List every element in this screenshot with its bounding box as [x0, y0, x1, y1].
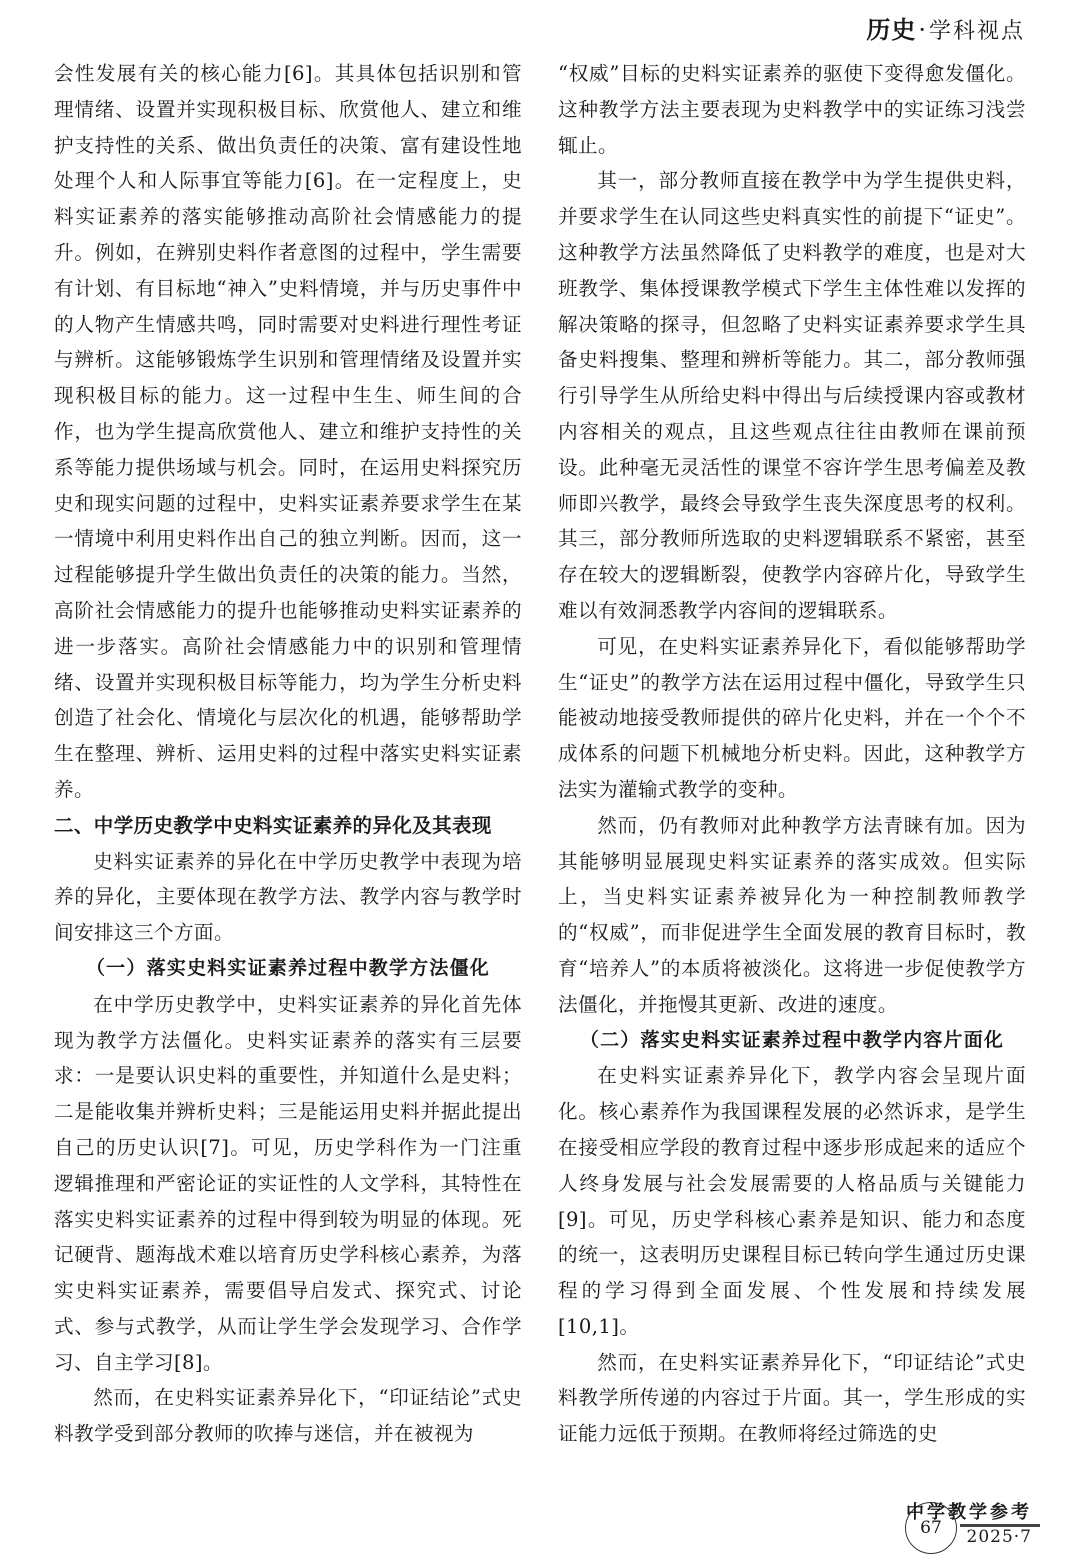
paragraph: 可见，在史料实证素养异化下，看似能够帮助学生“证史”的教学方法在运用过程中僵化，导致学生只能被动地接受教师提供的碎片化史料，并在一个个不成体系的问题下机械地分析史料。因此，这种教学方法实为灌输式教学的变种。	[558, 634, 1026, 801]
paragraph: 然而，仍有教师对此种教学方法青睐有加。因为其能够明显展现史料实证素养的落实成效。但实际上，当史料实证素养被异化为一种控制教师教学的“权威”，而非促进学生全面发展的教育目标时，教育“培养人”的本质将被淡化。这将进一步促使教学方法僵化，并拖慢其更新、改进的速度。	[558, 813, 1026, 1016]
header-separator: ·	[918, 16, 927, 44]
paragraph: 其一，部分教师直接在教学中为学生提供史料，并要求学生在认同这些史料真实性的前提下“证史”。这种教学方法虽然降低了史料教学的难度，也是对大班教学、集体授课教学模式下学生主体性难以发挥的解决策略的探寻，但忽略了史料实证素养要求学生具备史料搜集、整理和辨析等能力。其二，部分教师强行引导学生从所给史料中得出与后续授课内容或教材内容相关的观点，且这些观点往往由教师在课前预设。此种毫无灵活性的课堂不容许学生思考偏差及教师即兴教学，最终会导致学生丧失深度思考的权利。其三，部分教师所选取的史料逻辑联系不紧密，甚至存在较大的逻辑断裂，使教学内容碎片化，导致学生难以有效洞悉教学内容间的逻辑联系。	[558, 169, 1026, 622]
issue-date: 2025·7	[966, 1527, 1032, 1547]
running-header	[866, 10, 1025, 45]
subsection-heading: （一）落实史料实证素养过程中教学方法僵化	[85, 956, 490, 979]
section-heading: 二、中学历史教学中史料实证素养的异化及其表现	[54, 813, 492, 837]
right-column	[558, 56, 1026, 1452]
paragraph: 在中学历史教学中，史料实证素养的异化首先体现为教学方法僵化。史料实证素养的落实有三层要求：一是要认识史料的重要性，并知道什么是史料；二是能收集并辨析史料；三是能运用史料并据此提出自己的历史认识[7]。可见，历史学科作为一门注重逻辑推理和严密论证的实证性的人文学科，其特性在落实史料实证素养的过程中得到较为明显的体现。死记硬背、题海战术难以培育历史学科核心素养，为落实史料实证素养，需要倡导启发式、探究式、讨论式、参与式教学，从而让学生学会发现学习、合作学习、自主学习[8]。	[54, 992, 522, 1374]
paragraph: 在史料实证素养异化下，教学内容会呈现片面化。核心素养作为我国课程发展的必然诉求，是学生在接受相应学段的教育过程中逐步形成起来的适应个人终身发展与社会发展需要的人格品质与关键能力[9]。可见，历史学科核心素养是知识、能力和态度的统一，这表明历史课程目标已转向学生通过历史课程的学习得到全面发展、个性发展和持续发展[10,1]。	[558, 1064, 1026, 1338]
page-number-text: 67	[920, 1518, 942, 1538]
paragraph: “权威”目标的史料实证素养的驱使下变得愈发僵化。这种教学方法主要表现为史料教学中的实证练习浅尝辄止。	[558, 62, 1026, 157]
subsection-heading: （二）落实史料实证素养过程中教学内容片面化	[579, 1028, 1005, 1051]
left-column	[54, 56, 522, 1452]
journal-name: 中学教学参考	[906, 1502, 1032, 1523]
header-subtitle: 学科视点	[928, 19, 1025, 44]
paragraph: 会性发展有关的核心能力[6]。其具体包括识别和管理情绪、设置并实现积极目标、欣赏他人、建立和维护支持性的关系、做出负责任的决策、富有建设性地处理个人和人际事宜等能力[6]。在一定程度上，史料实证素养的落实能够推动高阶社会情感能力的提升。例如，在辨别史料作者意图的过程中，学生需要有计划、有目标地“神入”史料情境，并与历史事件中的人物产生情感共鸣，同时需要对史料进行理性考证与辨析。这能够锻炼学生识别和管理情绪及设置并实现积极目标的能力。这一过程中生生、师生间的合作，也为学生提高欣赏他人、建立和维护支持性的关系等能力提供场域与机会。同时，在运用史料探究历史和现实问题的过程中，史料实证素养要求学生在某一情境中利用史料作出自己的独立判断。因而，这一过程能够提升学生做出负责任的决策的能力。当然，高阶社会情感能力的提升也能够推动史料实证素养的进一步落实。高阶社会情感能力中的识别和管理情绪、设置并实现积极目标等能力，均为学生分析史料创造了社会化、情境化与层次化的机遇，能够帮助学生在整理、辨析、运用史料的过程中落实史料实证素养。	[54, 62, 522, 801]
paragraph: 然而，在史料实证素养异化下，“印证结论”式史料教学所传递的内容过于片面。其一，学生形成的实证能力远低于预期。在教师将经过筛选的史	[558, 1350, 1026, 1446]
header-title: 历史	[866, 16, 917, 44]
paragraph: 史料实证素养的异化在中学历史教学中表现为培养的异化，主要体现在教学方法、教学内容与教学时间安排这三个方面。	[54, 849, 522, 945]
paragraph: 然而，在史料实证素养异化下，“印证结论”式史料教学受到部分教师的吹捧与迷信，并在被视为	[54, 1386, 522, 1446]
